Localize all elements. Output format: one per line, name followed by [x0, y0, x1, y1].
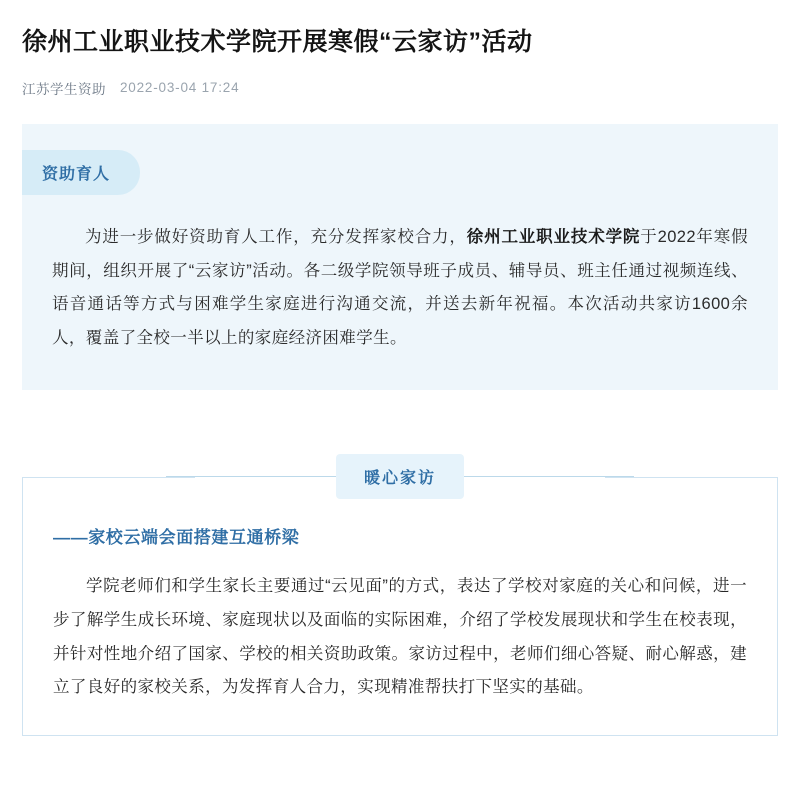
- section-funding-education: [22, 124, 778, 390]
- meta-source: 江苏学生资助: [22, 81, 106, 97]
- section-title-bar: [22, 454, 778, 499]
- paragraph-text-emphasis: 徐州工业职业技术学院: [466, 227, 641, 246]
- section-subheading: ——家校云端会面搭建互通桥梁: [53, 528, 300, 547]
- section-tag-funding-education: 资助育人: [22, 150, 140, 195]
- section-paragraph-warm-home-visit: 学院老师们和学生家长主要通过“云见面”的方式，表达了学校对家庭的关心和问候，进一步了解学生成长环境、家庭现状以及面临的实际困难，介绍了学校发展现状和学生在校表现，并针对性地介绍了国家、学校的相关资助政策。家访过程中，老师们细心答疑、耐心解惑，建立了良好的家校关系，为发挥育人合力，实现精准帮扶打下坚实的基础。: [53, 577, 747, 697]
- section-paragraph-funding-education: [52, 221, 748, 356]
- article-meta: [22, 78, 778, 98]
- title-rule-left: [166, 476, 336, 477]
- page-title: 徐州工业职业技术学院开展寒假“云家访”活动: [22, 28, 533, 56]
- meta-datetime: 2022-03-04 17:24: [120, 80, 240, 96]
- section-warm-home-visit: [22, 454, 778, 736]
- paragraph-text-lead: 为进一步做好资助育人工作，充分发挥家校合力，: [85, 227, 467, 246]
- paragraph-text-rest: 于2022年寒假期间，组织开展了“云家访”活动。各二级学院领导班子成员、辅导员、班主任通过视频连线、语音通话等方式与困难学生家庭进行沟通交流，并送去新年祝福。本次活动共家访1600余人，覆盖了全校一半以上的家庭经济困难学生。: [52, 227, 748, 348]
- section-tag-warm-home-visit: 暖心家访: [336, 454, 464, 499]
- section-card-body: [22, 477, 778, 736]
- title-rule-right: [464, 476, 634, 477]
